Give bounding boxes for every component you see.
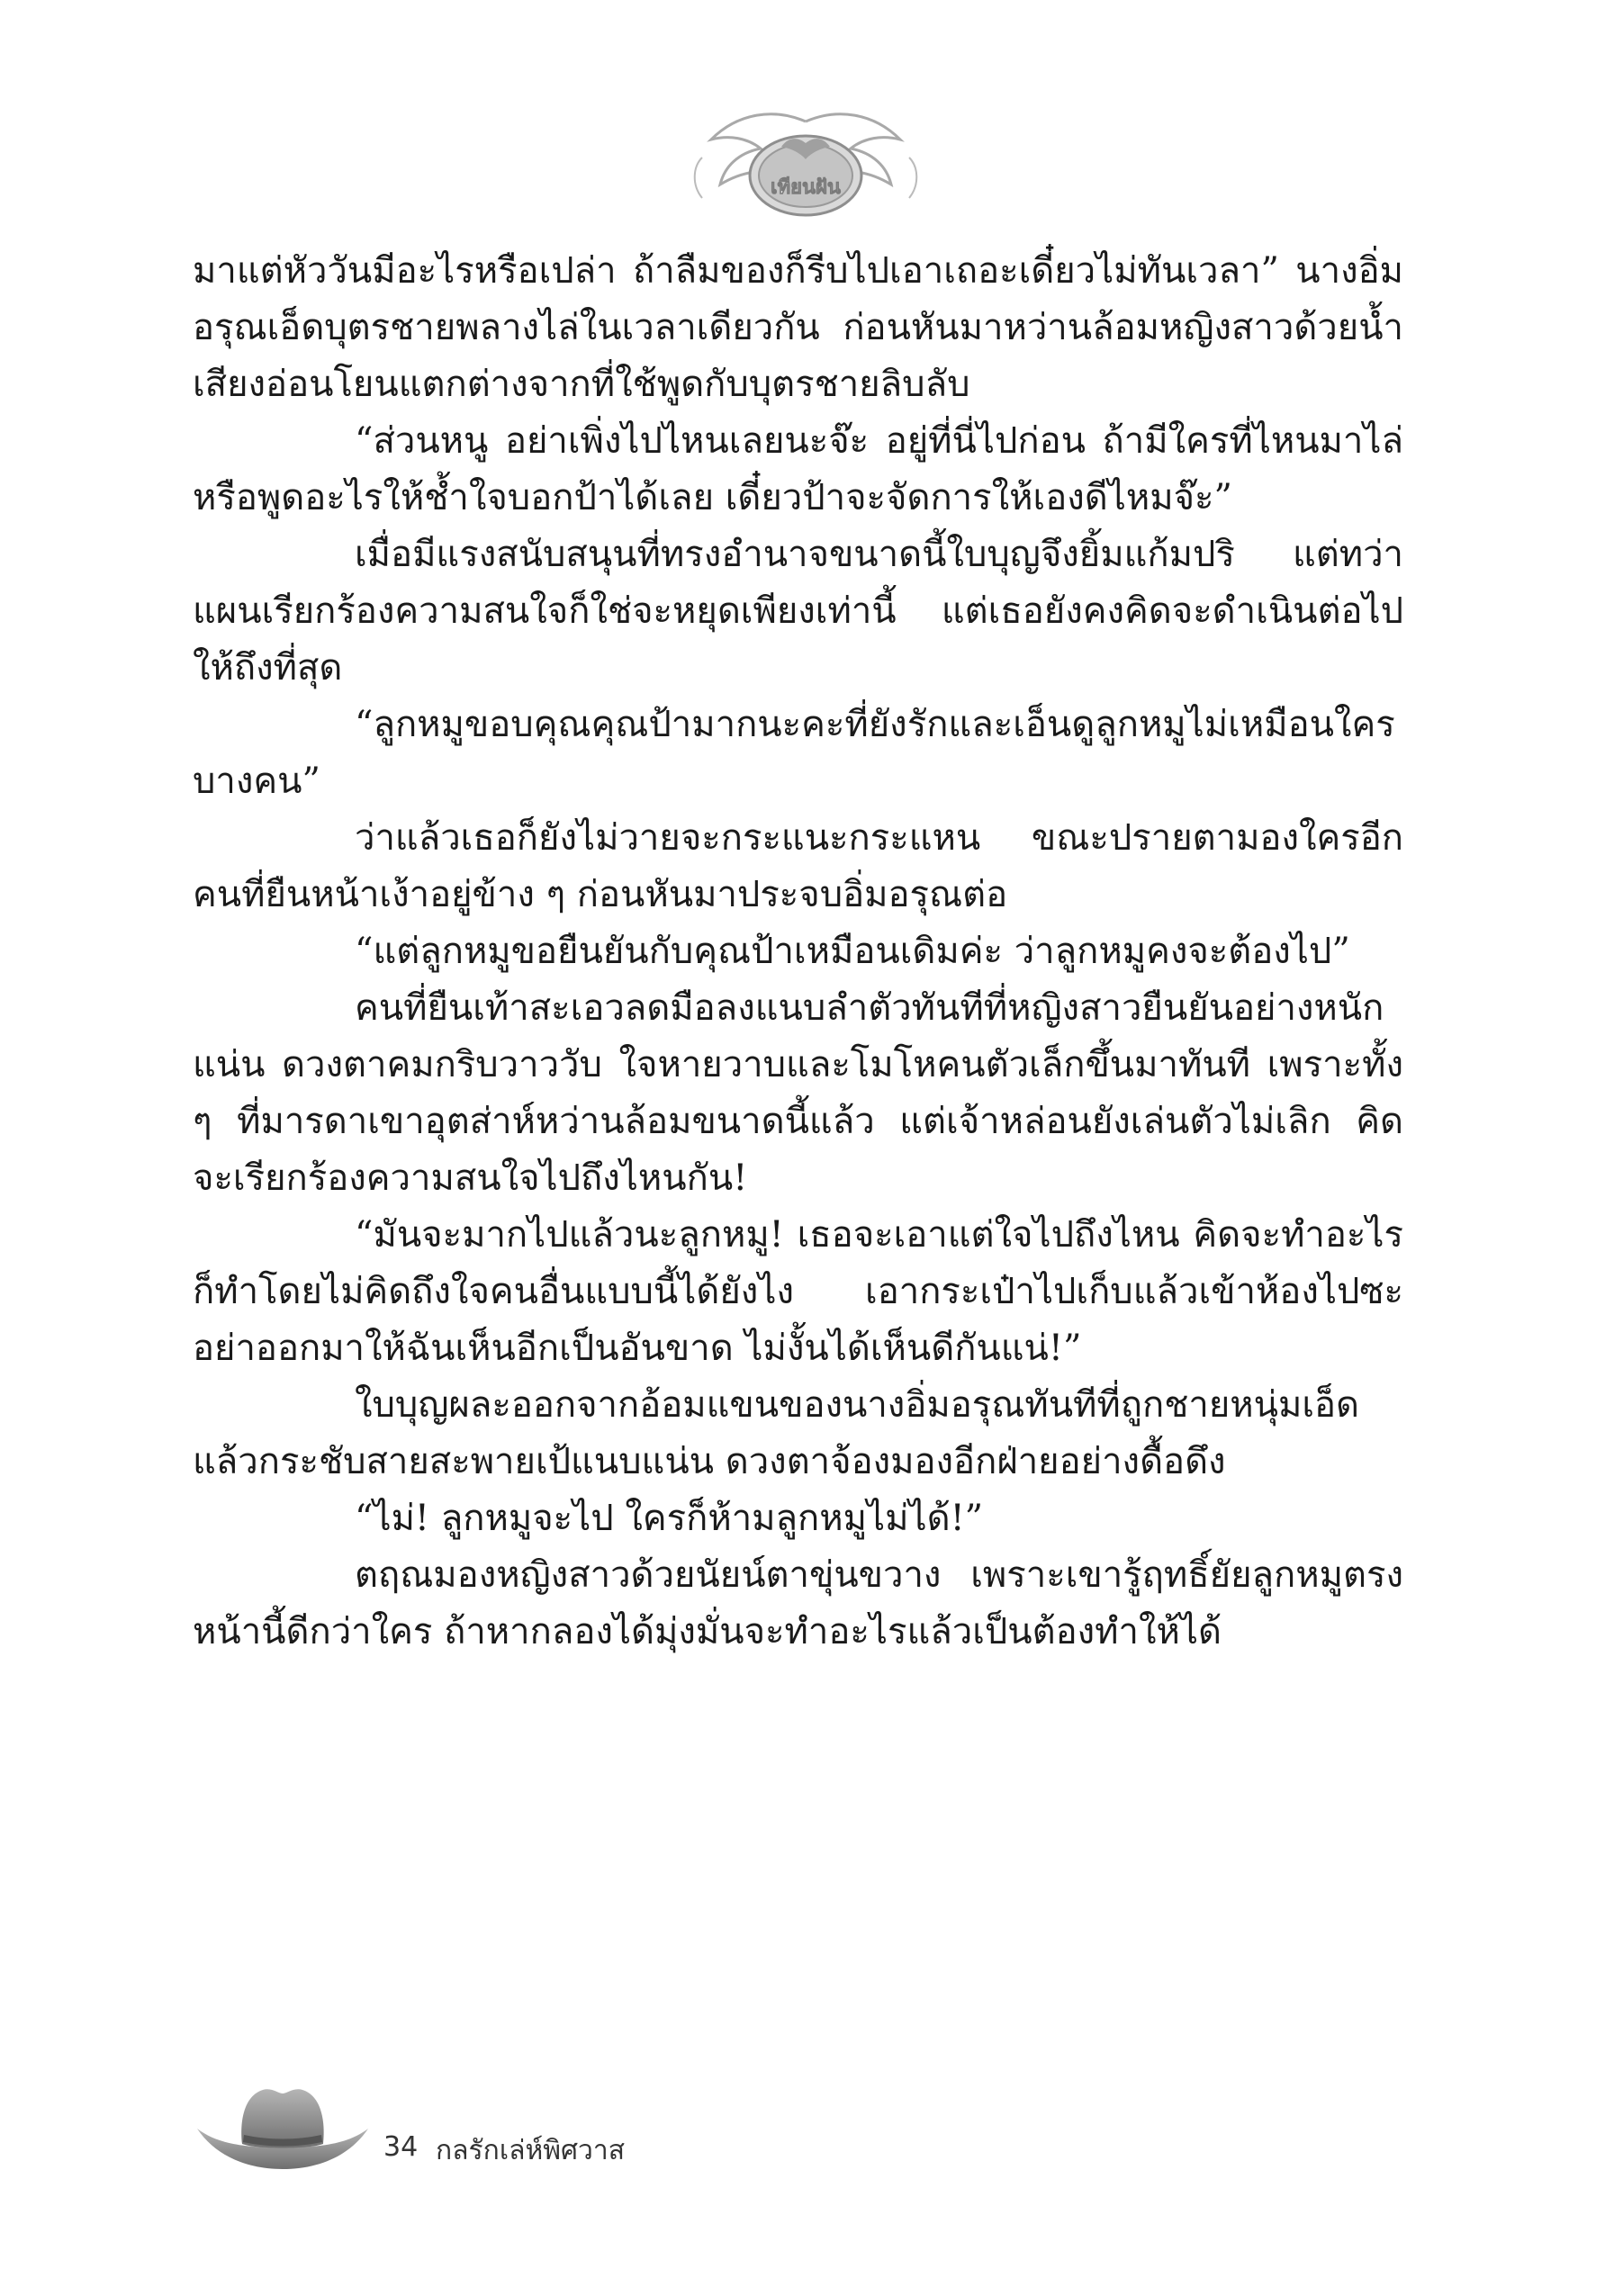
paragraph: “ลูกหมูขอบคุณคุณป้ามากนะคะที่ยังรักและเอ็นดูลูกหมูไม่เหมือนใครบางคน” xyxy=(193,704,1395,802)
body-text xyxy=(193,243,1403,1661)
paragraph: เมื่อมีแรงสนับสนุนที่ทรงอำนาจขนาดนี้ใบบุญจึงยิ้มแก้มปริ แต่ทว่าแผนเรียกร้องความสนใจก็ใช่จะหยุดเพียงเท่านี้ แต่เธอยังคงคิดจะดำเนินต่อไปให้ถึงที่สุด xyxy=(193,534,1403,689)
book-title: กลรักเล่ห์พิศวาส xyxy=(436,2135,626,2166)
paragraph: มาแต่หัววันมีอะไรหรือเปล่า ถ้าลืมของก็รีบไปเอาเถอะเดี๋ยวไม่ทันเวลา” นางอิ่มอรุณเอ็ดบุตรชายพลางไล่ในเวลาเดียวกัน ก่อนหันมาหว่านล้อมหญิงสาวด้วยน้ำเสียงอ่อนโยนแตกต่างจากที่ใช้พูดกับบุตรชายลิบลับ xyxy=(193,250,1403,405)
paragraph: “แต่ลูกหมูขอยืนยันกับคุณป้าเหมือนเดิมค่ะ ว่าลูกหมูคงจะต้องไป” xyxy=(355,931,1350,972)
page-number: 34 xyxy=(383,2131,419,2163)
emblem-text: เทียนฝัน xyxy=(771,176,841,199)
paragraph: “ส่วนหนู อย่าเพิ่งไปไหนเลยนะจ๊ะ อยู่ที่นี่ไปก่อน ถ้ามีใครที่ไหนมาไล่หรือพูดอะไรให้ช้ำใจบอกป้าได้เลย เดี๋ยวป้าจะจัดการให้เองดีไหมจ๊ะ” xyxy=(193,420,1403,518)
cowboy-hat-icon xyxy=(193,2079,373,2187)
paragraph: คนที่ยืนเท้าสะเอวลดมือลงแนบลำตัวทันทีที่หญิงสาวยืนยันอย่างหนักแน่น ดวงตาคมกริบวาววับ ใจหายวาบและโมโหคนตัวเล็กขึ้นมาทันที เพราะทั้ง ๆ ที่มารดาเขาอุตส่าห์หว่านล้อมขนาดนี้แล้ว แต่เจ้าหล่อนยังเล่นตัวไม่เลิก คิดจะเรียกร้องความสนใจไปถึงไหนกัน! xyxy=(193,987,1403,1199)
page-footer xyxy=(193,2079,823,2187)
paragraph: “มันจะมากไปแล้วนะลูกหมู! เธอจะเอาแต่ใจไปถึงไหน คิดจะทำอะไรก็ทำโดยไม่คิดถึงใจคนอื่นแบบนี้ได้ยังไง เอากระเป๋าไปเก็บแล้วเข้าห้องไปซะ อย่าออกมาให้ฉันเห็นอีกเป็นอันขาด ไม่งั้นได้เห็นดีกันแน่!” xyxy=(193,1214,1403,1369)
paragraph: ว่าแล้วเธอก็ยังไม่วายจะกระแนะกระแหน ขณะปรายตามองใครอีกคนที่ยืนหน้าเง้าอยู่ข้าง ๆ ก่อนหันมาประจบอิ่มอรุณต่อ xyxy=(193,817,1403,915)
winged-emblem-icon xyxy=(675,104,936,221)
paragraph: “ไม่! ลูกหมูจะไป ใครก็ห้ามลูกหมูไม่ได้!” xyxy=(355,1498,984,1539)
header-emblem xyxy=(675,104,936,221)
paragraph: ใบบุญผละออกจากอ้อมแขนของนางอิ่มอรุณทันทีที่ถูกชายหนุ่มเอ็ด แล้วกระชับสายสะพายเป้แนบแน่น ดวงตาจ้องมองอีกฝ่ายอย่างดื้อดึง xyxy=(193,1384,1360,1482)
paragraph: ตฤณมองหญิงสาวด้วยนัยน์ตาขุ่นขวาง เพราะเขารู้ฤทธิ์ยัยลูกหมูตรงหน้านี้ดีกว่าใคร ถ้าหากลองได้มุ่งมั่นจะทำอะไรแล้วเป็นต้องทำให้ได้ xyxy=(193,1554,1403,1652)
